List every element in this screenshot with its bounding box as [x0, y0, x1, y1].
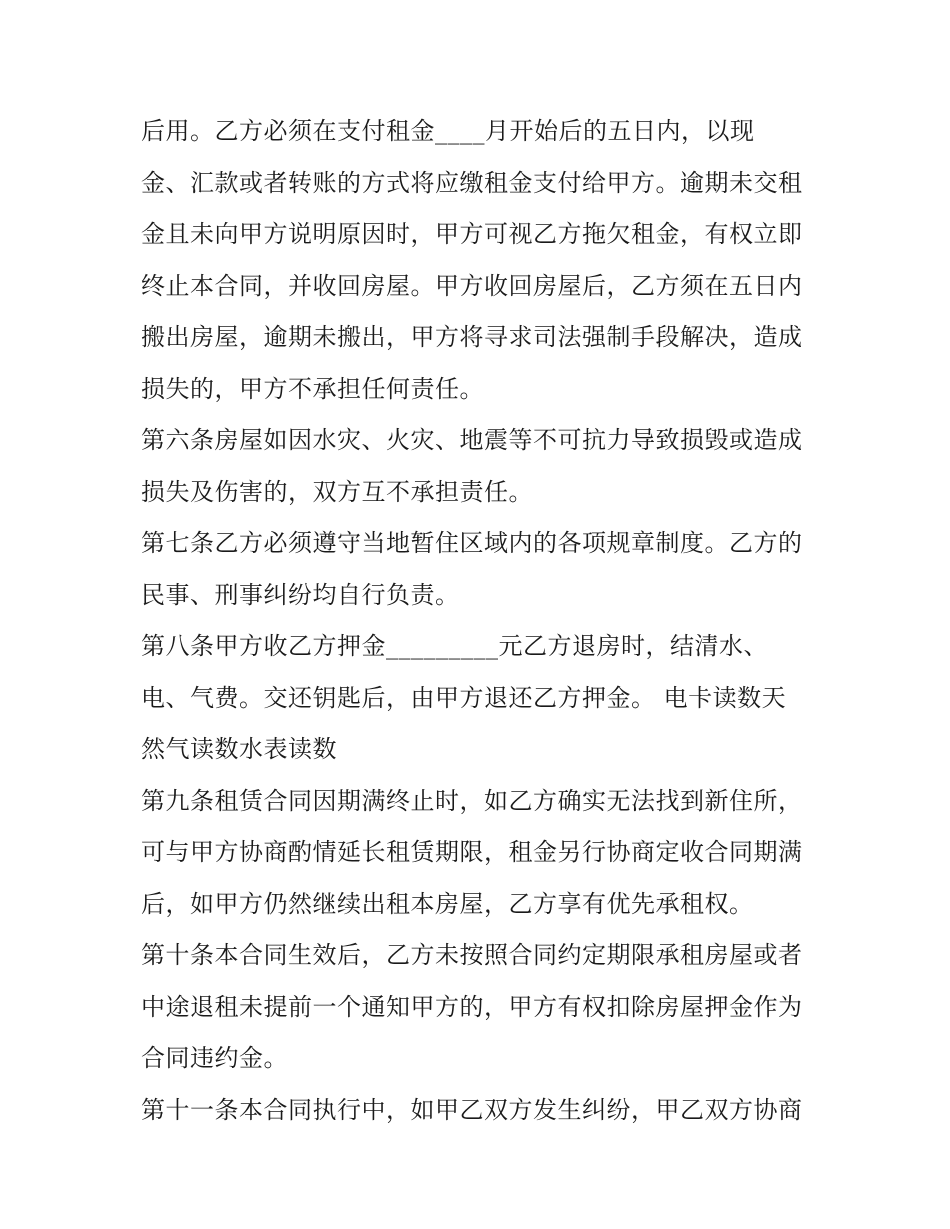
article-10-line: 第十条本合同生效后，乙方未按照合同约定期限承租房屋或者	[141, 941, 803, 969]
article-9-line: 第九条租赁合同因期满终止时，如乙方确实无法找到新住所，	[141, 786, 803, 815]
article-6-line: 第六条房屋如因水灾、火灾、地震等不可抗力导致损毁或造成	[141, 426, 803, 454]
text-line: 搬出房屋，逾期未搬出，甲方将寻求司法强制手段解决，造成	[141, 323, 803, 351]
text-line: 然气读数水表读数	[141, 735, 337, 763]
text-line: 金且未向甲方说明原因时，甲方可视乙方拖欠租金，有权立即	[141, 220, 803, 248]
article-7-line: 第七条乙方必须遵守当地暂住区域内的各项规章制度。乙方的	[141, 529, 803, 557]
article-11-line: 第十一条本合同执行中，如甲乙双方发生纠纷，甲乙双方协商	[141, 1095, 803, 1124]
text-line: 中途退租未提前一个通知甲方的，甲方有权扣除房屋押金作为	[141, 992, 803, 1021]
text-line: 可与甲方协商酌情延长租赁期限，租金另行协商定收合同期满	[141, 838, 803, 866]
text-line: 金、汇款或者转账的方式将应缴租金支付给甲方。逾期未交租	[141, 168, 803, 197]
text-line: 终止本合同，并收回房屋。甲方收回房屋后，乙方须在五日内	[141, 271, 803, 300]
text-line: 民事、刑事纠纷均自行负责。	[141, 580, 460, 609]
text-line: 后，如甲方仍然继续出租本房屋，乙方享有优先承租权。	[141, 889, 754, 918]
text-line: 损失的，甲方不承担任何责任。	[141, 374, 484, 403]
text-line: 后用。乙方必须在支付租金____月开始后的五日内，以现	[141, 117, 755, 145]
text-line: 损失及伤害的，双方互不承担责任。	[141, 477, 533, 506]
document-body	[141, 106, 821, 1136]
article-8-line: 第八条甲方收乙方押金_________元乙方退房时，结清水、	[141, 632, 768, 660]
text-line: 合同违约金。	[141, 1044, 288, 1072]
text-line: 电、气费。交还钥匙后，由甲方退还乙方押金。 电卡读数天	[141, 683, 787, 712]
